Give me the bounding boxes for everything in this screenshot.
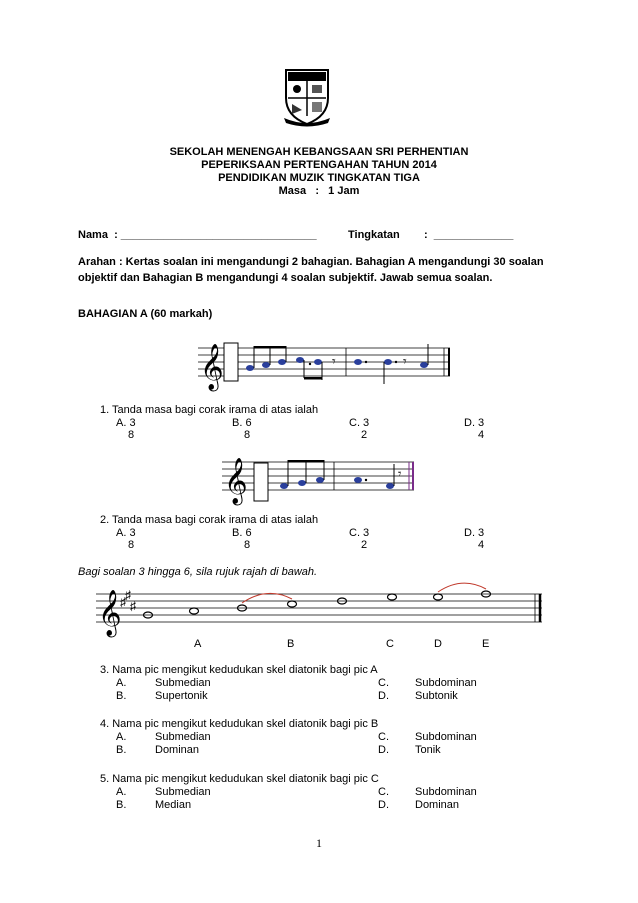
- pitch-staff-figure: [96, 584, 542, 634]
- q5-option-c-letter: C.: [378, 786, 389, 798]
- svg-text:𝄾: 𝄾: [403, 353, 407, 369]
- q4-option-a-letter: A.: [116, 731, 127, 743]
- q5-option-d-text: Dominan: [415, 799, 460, 811]
- q4-option-b-text: Dominan: [155, 744, 200, 756]
- q3-option-c-letter: C.: [378, 677, 389, 689]
- question-2: 2. Tanda masa bagi corak irama di atas ialah: [100, 514, 319, 526]
- q2-option-d: D. 3 4: [464, 527, 485, 551]
- q4-option-c-text: Subdominan: [415, 731, 477, 743]
- q5-option-b-letter: B.: [116, 799, 127, 811]
- q4-option-c-letter: C.: [378, 731, 389, 743]
- q5-option-c-text: Subdominan: [415, 786, 477, 798]
- page-number: 1: [316, 836, 322, 850]
- section-a-heading: BAHAGIAN A (60 markah): [78, 308, 213, 320]
- reference-instruction: Bagi soalan 3 hingga 6, sila rujuk rajah di bawah.: [78, 566, 318, 578]
- q3-option-b-text: Supertonik: [155, 690, 208, 702]
- question-5: 5. Nama pic mengikut kedudukan skel diatonik bagi pic C: [100, 773, 379, 785]
- svg-text:𝄞: 𝄞: [98, 590, 122, 636]
- q4-option-d-letter: D.: [378, 744, 389, 756]
- q1-option-a: A. 3 8: [116, 417, 136, 441]
- q5-option-d-letter: D.: [378, 799, 389, 811]
- svg-text:♯: ♯: [120, 595, 126, 609]
- question-1: 1. Tanda masa bagi corak irama di atas ialah: [100, 404, 319, 416]
- svg-text:𝄾: 𝄾: [332, 353, 336, 369]
- pitch-label-b: B: [287, 638, 295, 650]
- q3-option-a-text: Submedian: [155, 677, 211, 689]
- q2-option-b: B. 6 8: [232, 527, 252, 551]
- pitch-label-c: C: [386, 638, 394, 650]
- q3-option-d-text: Subtonik: [415, 690, 458, 702]
- q3-option-c-text: Subdominan: [415, 677, 477, 689]
- q2-option-a: A. 3 8: [116, 527, 136, 551]
- school-name: SEKOLAH MENENGAH KEBANGSAAN SRI PERHENTIAN: [169, 146, 469, 158]
- q1-option-b: B. 6 8: [232, 417, 252, 441]
- q3-option-a-letter: A.: [116, 677, 127, 689]
- q1-option-d: D. 3 4: [464, 417, 485, 441]
- pitch-label-a: A: [194, 638, 202, 650]
- pitch-label-e: E: [482, 638, 490, 650]
- q4-option-d-text: Tonik: [415, 744, 441, 756]
- q1-option-c: C. 3 2: [349, 417, 370, 441]
- form-field-blank: : _____________: [424, 229, 514, 241]
- rhythm-figure-2: [222, 452, 418, 502]
- q5-option-b-text: Median: [155, 799, 192, 811]
- question-3: 3. Nama pic mengikut kedudukan skel diatonik bagi pic A: [100, 664, 378, 676]
- pitch-label-d: D: [434, 638, 442, 650]
- q5-option-a-text: Submedian: [155, 786, 211, 798]
- svg-text:𝄞: 𝄞: [224, 458, 248, 504]
- exam-title: PEPERIKSAAN PERTENGAHAN TAHUN 2014: [201, 159, 437, 171]
- q5-option-a-letter: A.: [116, 786, 127, 798]
- subject-title: PENDIDIKAN MUZIK TINGKATAN TIGA: [218, 172, 420, 184]
- school-crest-logo: [282, 66, 332, 126]
- form-field-label: Tingkatan: [348, 229, 400, 241]
- q3-option-d-letter: D.: [378, 690, 389, 702]
- svg-text:♯: ♯: [130, 599, 136, 613]
- svg-text:♯: ♯: [125, 588, 131, 602]
- rhythm-figure-1: [198, 338, 450, 388]
- name-field-label: Nama : ________________________________: [78, 229, 317, 241]
- svg-text:𝄾: 𝄾: [398, 466, 402, 481]
- svg-text:𝄞: 𝄞: [200, 344, 224, 390]
- instructions: Arahan : Kertas soalan ini mengandungi 2 bahagian. Bahagian A mengandungi 30 soalan objektif dan Bahagian B mengandungi 4 soalan subjektif. Jawab semua soalan.: [78, 256, 544, 284]
- question-4: 4. Nama pic mengikut kedudukan skel diatonik bagi pic B: [100, 718, 379, 730]
- q2-option-c: C. 3 2: [349, 527, 370, 551]
- q4-option-b-letter: B.: [116, 744, 127, 756]
- q3-option-b-letter: B.: [116, 690, 127, 702]
- duration: Masa : 1 Jam: [278, 185, 360, 197]
- q4-option-a-text: Submedian: [155, 731, 211, 743]
